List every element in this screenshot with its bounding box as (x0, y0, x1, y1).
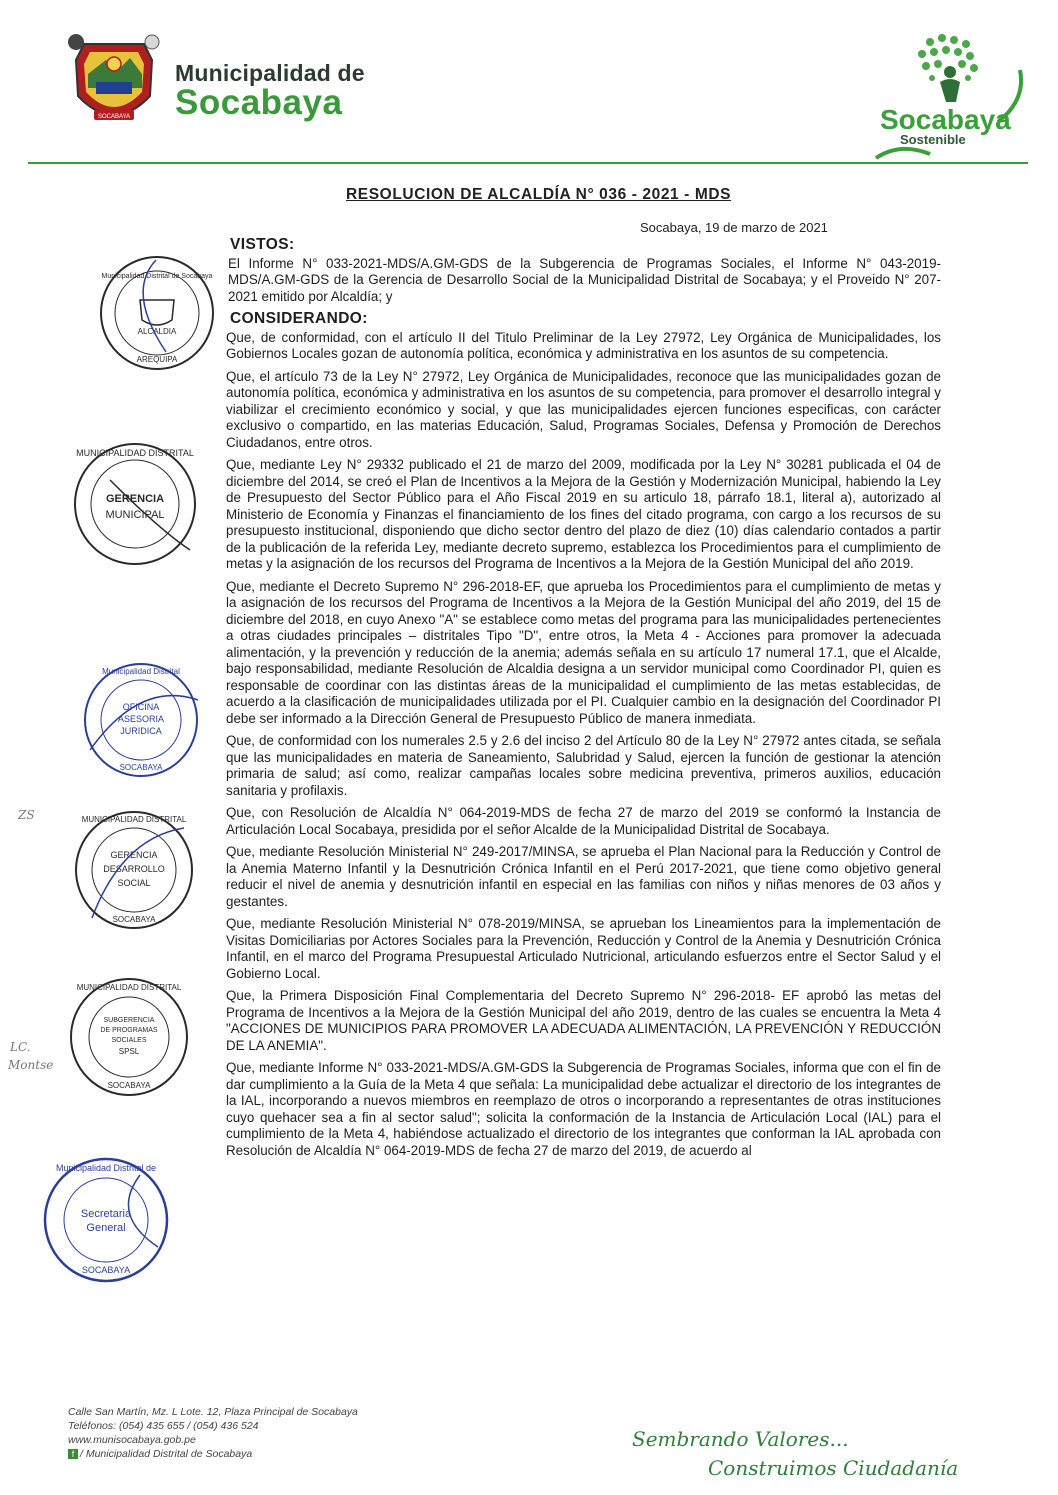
brand-right-tagline: Sostenible (900, 132, 966, 147)
footer-slogan-line-2: Construimos Ciudadanía (708, 1456, 959, 1480)
footer-facebook-label: / Municipalidad Distrital de Socabaya (80, 1448, 253, 1460)
resolution-date: Socabaya, 19 de marzo de 2021 (640, 220, 828, 235)
stamp-text: JURIDICA (120, 726, 162, 736)
considerando-paragraph: Que, con Resolución de Alcaldía N° 064-2019-MDS de fecha 27 de marzo del 2019 se conformó la Instancia de Articulación Local Socabaya, presidida por el señor Alcalde de la Municipalidad Distrital de Socabaya. (226, 805, 941, 837)
footer-website: www.munisocabaya.gob.pe (68, 1434, 196, 1446)
resolution-body (226, 237, 941, 1165)
resolution-title: RESOLUCION DE ALCALDÍA N° 036 - 2021 - MDS (346, 186, 732, 203)
considerando-paragraph: Que, mediante Ley N° 29332 publicado el 21 de marzo del 2009, modificada por la Ley N° 30281 publicada el 04 de diciembre del 2014, se creó el Plan de Incentivos a la Mejora de la Gestión y Modernización Municipal, habiendo la Ley de Presupuesto del Sector Público para el Año Fiscal 2019 en su articulo 18, párrafo 18.1, literal a), autorizado al Ministerio de Economía y Finanzas el financiamiento de los fines del citado programa, con cargo a los recursos de su presupuesto institucional, disponiendo que dicho sector dentro del plazo de diez (10) días calendario contados a partir de la publicación de la referida Ley, mediante decreto supremo, establezca los Procedimientos para el cumplimiento de metas y la asignación de los recursos del Programa de Incentivos a la Mejora de la Gestión Municipal del año 2019. (226, 457, 941, 571)
considerando-paragraph: Que, de conformidad con los numerales 2.5 y 2.6 del inciso 2 del Artículo 80 de la Ley N° 27972 antes citada, se señala que las municipalidades en materia de Saneamiento, Salubridad y Salud, ejercen la función de gestionar la atención primaria de salud; así como, realizar campañas locales sobre medicina preventiva, primeros auxilios, educación sanitaria y profilaxis. (226, 733, 941, 798)
stamp-text: Municipalidad Distrital (102, 667, 180, 676)
stamp-text: Secretaria (80, 1208, 132, 1220)
vistos-heading: VISTOS: (230, 236, 295, 253)
stamp-text: SOCABAYA (107, 1081, 151, 1090)
stamp-text: SOCABAYA (112, 915, 156, 924)
brand-left (175, 60, 365, 123)
municipal-crest-logo (66, 30, 162, 134)
stamp-text: SOCIAL (117, 878, 151, 888)
stamp-text: MUNICIPAL (105, 509, 165, 521)
stamp-text: SPSL (118, 1047, 140, 1056)
considerando-paragraph: Que, de conformidad, con el artículo II del Titulo Preliminar de la Ley 27972, Ley Orgánica de Municipalidades, los Gobiernos Locales gozan de autonomía política, económica y administrativa en los asuntos de su competencia. (226, 329, 941, 361)
brand-line-2: Socabaya (175, 83, 343, 122)
margin-note: Montse (8, 1058, 54, 1072)
considerando-paragraph: Que, el artículo 73 de la Ley N° 27972, Ley Orgánica de Municipalidades, reconoce que las municipalidades gozan de autonomía política, económica y administrativa en los asuntos de su competencia, para promover el desarrollo integral y viabilizar el crecimiento económico y social, y que las municipalidades ejercen funciones especificas, con carácter exclusivo o compartido, en las materias Educación, Salud, Programas Sociales, Defensa y Promoción de Derechos Ciudadanos, entre otros. (226, 368, 941, 450)
footer-slogan-line-1: Sembrando Valores... (632, 1427, 849, 1451)
stamp-text: ASESORIA (117, 714, 165, 724)
desarrollo-social-stamp (72, 808, 196, 932)
alcaldia-seal-stamp (96, 252, 218, 374)
considerando-paragraph: Que, mediante el Decreto Supremo N° 296-2018-EF, que aprueba los Procedimientos para el cumplimiento de metas y la asignación de los recursos del Programa de Incentivos a la Mejora de la Gestión Municipal del año 2019, del 15 de diciembre del 2018, en cuyo Anexo "A" se establece como metas del programa para las municipalidades pertenecientes a otras ciudades principales – distritales Tipo "D", entre otros, la Meta 4 - Acciones para promover la adecuada alimentación, y la prevención y reducción de la anemia; además señala en su artículo 17 numeral 17.1, que el Alcalde, bajo responsabilidad, mediante Resolución de Alcaldia designa a un servidor municipal como Coordinador PI, quien es responsable de coordinar con las distintas áreas de la municipalidad el cumplimiento de las metas establecidas, de acuerdo a la clasificación de municipalidades utilizada por el PI. Cualquier cambio en la designación del Coordinador PI debe ser informado a la Dirección General de Presupuesto Público de manera inmediata. (226, 578, 941, 726)
considerando-paragraph: Que, mediante Resolución Ministerial N° 249-2017/MINSA, se aprueba el Plan Nacional para la Reducción y Control de la Anemia Materno Infantil y la Desnutrición Crónica Infantil en el Perú 2017-2021, que tiene como objetivo general reducir el nivel de anemia y desnutrición infantil en especial en las familias con niños y niñas menores de 03 años y gestantes. (226, 844, 941, 909)
margin-note: ZS (18, 808, 35, 822)
stamp-text: DESARROLLO (103, 864, 165, 874)
considerando-paragraph: Que, la Primera Disposición Final Complementaria del Decreto Supremo N° 296-2018- EF aprobó las metas del Programa de Incentivos a la Mejora de la Gestión Municipal del año 2019, dentro de las cuales se encuentra la Meta 4 "ACCIONES DE MUNICIPIOS PARA PROMOVER LA ADECUADA ALIMENTACIÓN, LA PREVENCIÓN Y REDUCCIÓN DE LA ANEMIA". (226, 988, 941, 1053)
stamp-text: Municipalidad Distrital de (55, 1163, 157, 1173)
footer-address: Calle San Martín, Mz. L Lote. 12, Plaza Principal de Socabaya (68, 1406, 358, 1418)
stamp-text: SOCABAYA (81, 1265, 131, 1275)
vistos-paragraph: El Informe N° 033-2021-MDS/A.GM-GDS de la Subgerencia de Programas Sociales, el Informe N° 043-2019-MDS/A.GM-GDS de la Gerencia de Desarrollo Social de la Municipalidad Distrital de Socabaya; y el Proveido N° 207-2021 emitido por Alcaldía; y (228, 255, 941, 304)
stamp-text: General (86, 1222, 126, 1234)
footer-facebook (68, 1447, 358, 1461)
stamp-text: ALCALDIA (137, 327, 177, 336)
brand-right-name: Socabaya (880, 104, 1011, 135)
programas-sociales-stamp (66, 976, 192, 1098)
stamp-text: MUNICIPALIDAD DISTRITAL (76, 983, 182, 992)
considerando-heading: CONSIDERANDO: (230, 310, 368, 327)
footer-phones: Teléfonos: (054) 435 655 / (054) 436 524 (68, 1420, 259, 1432)
stamp-text: DE PROGRAMAS (100, 1027, 158, 1034)
stamp-text: AREQUIPA (136, 355, 178, 364)
margin-note: LC. (10, 1040, 31, 1054)
letterhead (0, 0, 1058, 165)
stamp-text: MUNICIPALIDAD DISTRITAL (76, 448, 194, 458)
stamp-text: SOCIALES (111, 1037, 147, 1044)
header-divider (28, 162, 1028, 164)
brand-line-1: Municipalidad de (175, 60, 365, 86)
stamp-text: GERENCIA (105, 493, 165, 505)
stamp-text: Municipalidad Distrital de Socabaya (101, 273, 213, 280)
secretaria-general-stamp (40, 1155, 172, 1285)
stamp-text: SUBGERENCIA (103, 1017, 155, 1024)
asesoria-juridica-stamp (80, 660, 202, 780)
crest-ribbon-text: SOCABAYA (97, 114, 131, 120)
stamp-text: GERENCIA (110, 850, 158, 860)
stamp-text: OFICINA (122, 702, 160, 712)
footer-contact-block (68, 1405, 358, 1461)
considerando-paragraph: Que, mediante Informe N° 033-2021-MDS/A.GM-GDS la Subgerencia de Programas Sociales, informa que con el fin de dar cumplimiento a la Guía de la Meta 4 que señala: La municipalidad debe actualizar el directorio de los integrantes de la IAL, incorporando a nuevos miembros en reemplazo de otros o incorporando a representantes de otras instituciones cuyo quehacer sea a fin al sector salud"; solicita la conformación de la Instancia de Articulación Local (IAL) para el cumplimiento de la Meta 4, habiéndose actualizado el directorio de los integrantes que conforman la IAL aprobada con Resolución de Alcaldía N° 064-2019-MDS de fecha 27 de marzo del 2019, de acuerdo al (226, 1060, 941, 1158)
stamp-text: MUNICIPALIDAD DISTRITAL (81, 815, 187, 824)
facebook-icon: f (68, 1449, 78, 1459)
stamp-text: SOCABAYA (119, 763, 163, 772)
gerencia-municipal-stamp (70, 440, 200, 568)
considerando-paragraph: Que, mediante Resolución Ministerial N° 078-2019/MINSA, se aprueban los Lineamientos para la implementación de Visitas Domiciliarias por Actores Sociales para la Prevención, Reducción y Control de la Anemia y Desnutrición Crónica Infantil, en el marco del Programa Presupuestal Articulado Nutricional, articulando esfuerzos entre el Sector Salud y el Gobierno Local. (226, 916, 941, 981)
